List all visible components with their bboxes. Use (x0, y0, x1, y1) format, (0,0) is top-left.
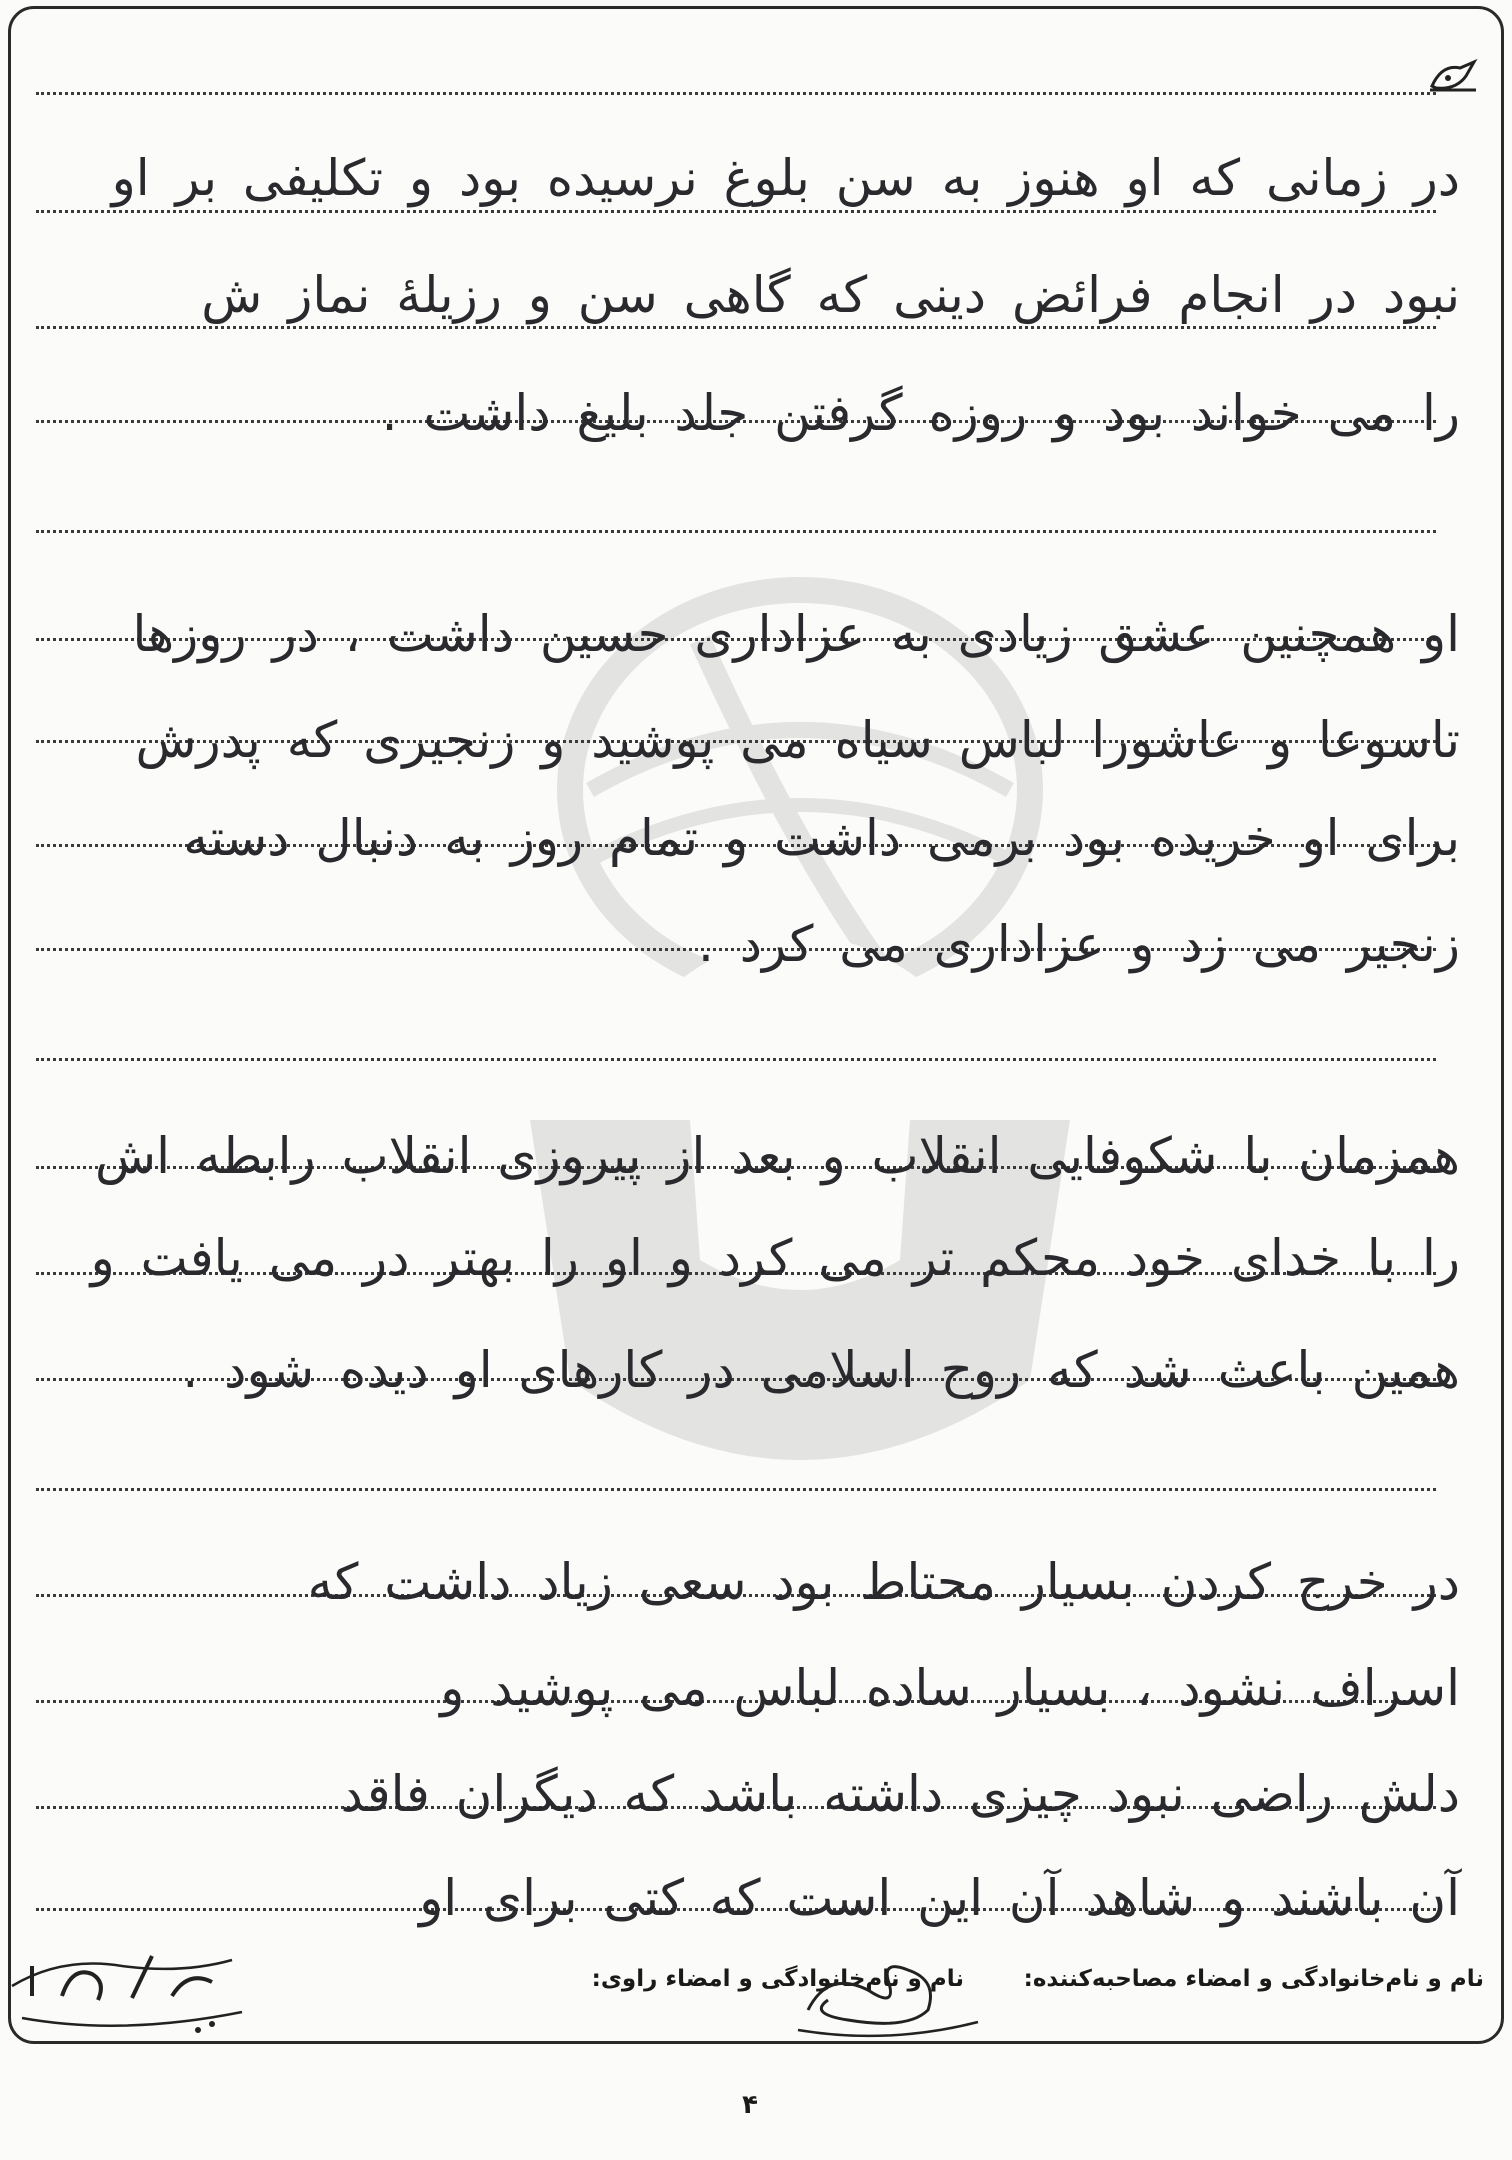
text-line: در خرج کردن بسیار محتاط بود سعی زیاد داشت که (307, 1553, 1460, 1611)
narrator-label: نام و نام‌خانوادگی و امضاء راوی: (591, 1966, 964, 1992)
ruled-line (36, 326, 1436, 329)
text-line: آن باشند و شاهد آن این است که کتی برای او (419, 1869, 1460, 1927)
ruled-line (36, 92, 1436, 95)
text-line: دلش راضی نبود چیزی داشته باشد که دیگران فاقد (340, 1765, 1460, 1823)
text-line: اسراف نشود ، بسیار ساده لباس می پوشید و (440, 1659, 1460, 1717)
text-line: او همچنین عشق زیادی به عزاداری حسین داشت ، در روزها (132, 605, 1460, 663)
text-line: را با خدای خود محکم تر می کرد و او را بهتر در می یافت و (90, 1229, 1460, 1287)
text-line: تاسوعا و عاشورا لباس سیاه می پوشید و زنجیری که پدرش (135, 711, 1460, 769)
text-line: برای او خریده بود برمی داشت و تمام روز به دنبال دسته (183, 809, 1460, 867)
text-line: نبود در انجام فرائض دینی که گاهی سن و رزیلهٔ نماز ش (201, 266, 1460, 324)
text-line: همین باعث شد که روح اسلامی در کارهای او دیده شود . (182, 1341, 1460, 1399)
text-line: را می خواند بود و روزه گرفتن جلد بلیغ داشت . (381, 384, 1460, 442)
ruled-line (36, 210, 1436, 213)
page-number: ۴ (742, 2090, 758, 2120)
text-line: در زمانی که او هنوز به سن بلوغ نرسیده بود و تکلیفی بر او (111, 149, 1460, 207)
narrator-signature (2, 1926, 252, 2046)
text-line: همزمان با شکوفایی انقلاب و بعد از پیروزی انقلاب رابطه اش (95, 1127, 1460, 1185)
interviewer-label: نام و نام‌خانوادگی و امضاء مصاحبه‌کننده: (1023, 1966, 1484, 1992)
ruled-line (36, 1488, 1436, 1491)
interviewer-signature (788, 1950, 988, 2040)
pen-icon (1426, 56, 1482, 96)
ruled-line (36, 1058, 1436, 1061)
signature-footer (8, 1940, 1504, 2040)
text-line: زنجیر می زد و عزاداری می کرد . (697, 915, 1460, 973)
ruled-line (36, 530, 1436, 533)
